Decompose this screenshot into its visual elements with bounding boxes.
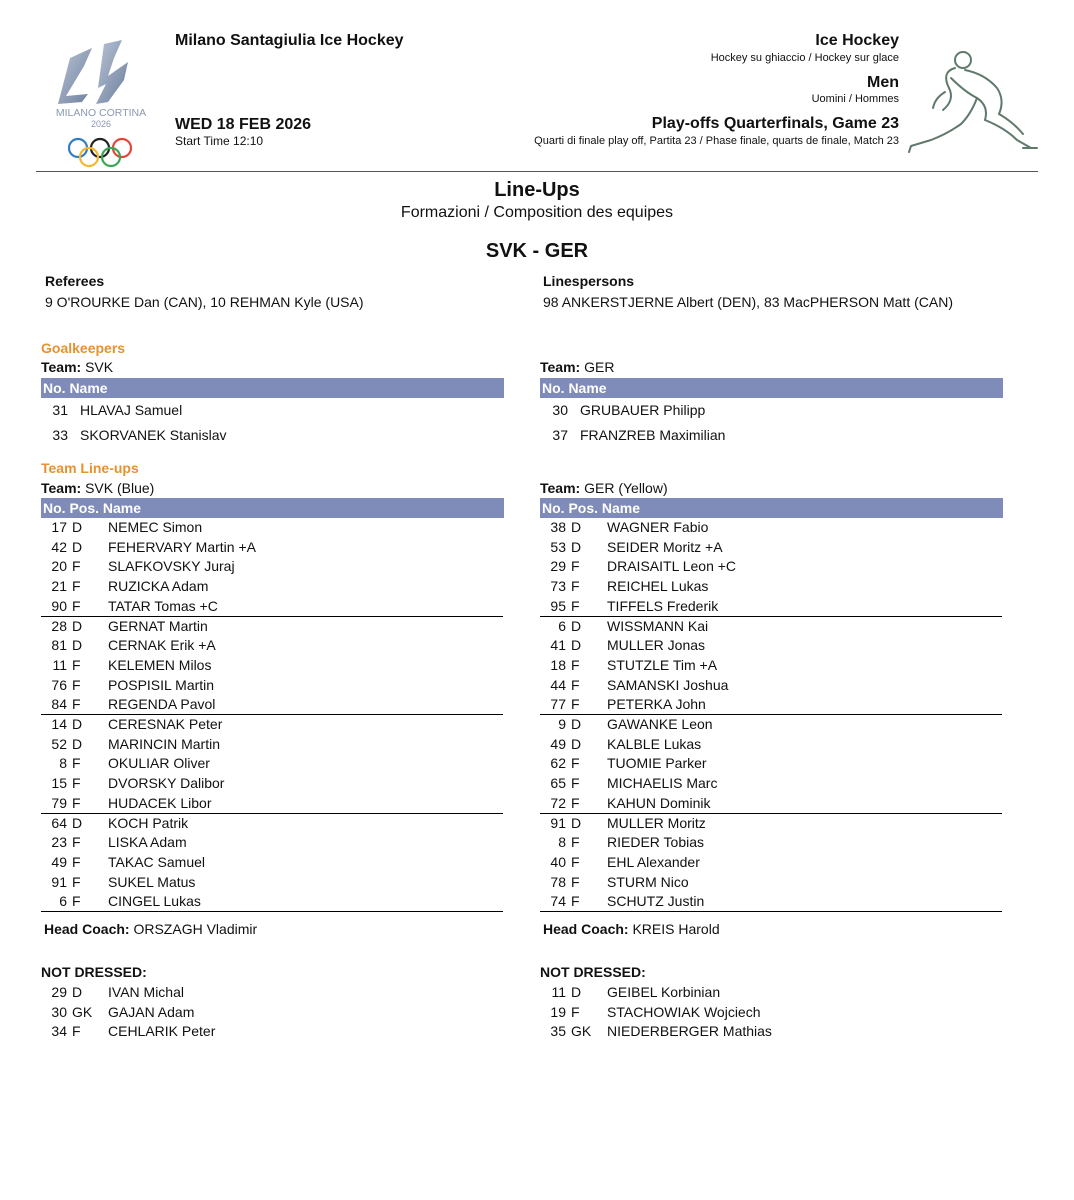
player-position: D bbox=[72, 814, 83, 831]
sport-title: Ice Hockey bbox=[815, 32, 899, 49]
player-position: F bbox=[571, 558, 580, 575]
lineup-team-left bbox=[41, 480, 154, 496]
team-name: GER bbox=[584, 359, 615, 375]
player-position: F bbox=[72, 676, 81, 693]
player-name: SAMANSKI Joshua bbox=[607, 676, 729, 693]
referees-label: Referees bbox=[45, 273, 105, 289]
player-name: PETERKA John bbox=[607, 696, 706, 713]
player-name: WAGNER Fabio bbox=[607, 519, 709, 535]
linespersons-list: 98 ANKERSTJERNE Albert (DEN), 83 MacPHERSON Matt (CAN) bbox=[543, 294, 953, 310]
head-coach-label: Head Coach: bbox=[543, 921, 629, 937]
player-position: F bbox=[72, 597, 81, 614]
player-name: TUOMIE Parker bbox=[607, 755, 707, 772]
player-position: D bbox=[72, 637, 83, 654]
lineup-row bbox=[540, 715, 1003, 735]
lineup-row bbox=[540, 853, 1003, 873]
player-name: STACHOWIAK Wojciech bbox=[607, 1003, 761, 1020]
player-position: F bbox=[72, 755, 81, 772]
head-coach-label: Head Coach: bbox=[44, 921, 130, 937]
lineup-row bbox=[540, 577, 1003, 597]
player-name: KAHUN Dominik bbox=[607, 794, 711, 811]
lineup-row bbox=[41, 873, 504, 893]
lineup-row bbox=[41, 754, 504, 774]
team-label: Team: bbox=[41, 359, 82, 375]
player-position: F bbox=[72, 794, 81, 811]
lineup-row bbox=[41, 676, 504, 696]
team-label: Team: bbox=[540, 480, 581, 496]
lineup-row bbox=[540, 754, 1003, 774]
player-name: MULLER Jonas bbox=[607, 637, 706, 654]
venue-name: Milano Santagiulia Ice Hockey bbox=[175, 32, 404, 49]
player-number: 64 bbox=[51, 814, 67, 831]
player-number: 53 bbox=[550, 538, 566, 555]
match-date: WED 18 FEB 2026 bbox=[175, 116, 312, 133]
player-position: F bbox=[72, 656, 81, 673]
player-name: DRAISAITL Leon +C bbox=[607, 558, 737, 575]
lineup-row bbox=[540, 735, 1003, 755]
player-position: F bbox=[571, 696, 580, 713]
player-name: FRANZREB Maximilian bbox=[580, 427, 726, 443]
player-name: RUZICKA Adam bbox=[108, 578, 209, 595]
player-number: 41 bbox=[550, 637, 566, 654]
milano-cortina-logo bbox=[36, 36, 166, 171]
lineup-row bbox=[41, 735, 504, 755]
player-number: 15 bbox=[51, 775, 67, 792]
lineup-row bbox=[540, 557, 1003, 577]
head-coach-left bbox=[44, 921, 257, 937]
player-position: F bbox=[571, 755, 580, 772]
player-number: 78 bbox=[550, 873, 566, 890]
head-coach-name: KREIS Harold bbox=[632, 921, 720, 937]
line-divider bbox=[540, 911, 1002, 912]
player-number: 44 bbox=[550, 676, 566, 693]
player-position: GK bbox=[72, 1003, 93, 1020]
logo-wordmark: MILANO CORTINA bbox=[55, 107, 147, 119]
player-position: F bbox=[72, 578, 81, 595]
referees-list: 9 O'ROURKE Dan (CAN), 10 REHMAN Kyle (USA) bbox=[45, 294, 364, 310]
header-divider bbox=[36, 171, 1038, 172]
player-name: FEHERVARY Martin +A bbox=[108, 538, 256, 555]
player-number: 62 bbox=[550, 755, 566, 772]
lineup-row bbox=[540, 518, 1003, 538]
player-number: 35 bbox=[550, 1023, 566, 1040]
player-name: KELEMEN Milos bbox=[108, 656, 212, 673]
player-name: GAJAN Adam bbox=[108, 1003, 195, 1020]
player-number: 74 bbox=[550, 893, 566, 910]
player-number: 90 bbox=[51, 597, 67, 614]
player-name: GRUBAUER Philipp bbox=[580, 402, 706, 418]
player-name: IVAN Michal bbox=[108, 984, 184, 1000]
player-number: 40 bbox=[550, 853, 566, 870]
team-name: SVK (Blue) bbox=[85, 480, 155, 496]
player-number: 33 bbox=[52, 427, 68, 443]
player-position: F bbox=[571, 1003, 580, 1020]
line-divider bbox=[41, 911, 503, 912]
player-name: HUDACEK Libor bbox=[108, 794, 212, 811]
player-number: 14 bbox=[51, 716, 67, 732]
lineup-row bbox=[41, 814, 504, 834]
lineup-table-header-left: No. Pos. Name bbox=[41, 498, 504, 518]
lineup-team-right bbox=[540, 480, 668, 496]
player-position: F bbox=[72, 893, 81, 910]
player-position: F bbox=[571, 794, 580, 811]
logo-year: 2026 bbox=[90, 119, 112, 129]
player-name: NIEDERBERGER Mathias bbox=[607, 1023, 772, 1040]
player-position: D bbox=[571, 637, 582, 654]
goalkeepers-section-label: Goalkeepers bbox=[41, 340, 126, 356]
player-position: F bbox=[571, 775, 580, 792]
player-number: 72 bbox=[550, 794, 566, 811]
sport-subtitle: Hockey su ghiaccio / Hockey sur glace bbox=[710, 52, 899, 64]
not-dressed-row bbox=[41, 983, 504, 1003]
not-dressed-row bbox=[41, 1003, 504, 1023]
player-number: 18 bbox=[550, 656, 566, 673]
player-number: 84 bbox=[51, 696, 67, 713]
lineup-row bbox=[540, 794, 1003, 814]
player-name: SUKEL Matus bbox=[108, 873, 196, 890]
player-name: OKULIAR Oliver bbox=[108, 755, 210, 772]
player-name: SEIDER Moritz +A bbox=[607, 538, 723, 555]
player-number: 19 bbox=[550, 1003, 566, 1020]
olympic-rings bbox=[69, 139, 131, 166]
player-position: F bbox=[571, 853, 580, 870]
player-name: TAKAC Samuel bbox=[108, 853, 205, 870]
player-position: D bbox=[72, 735, 83, 752]
linespersons-label: Linespersons bbox=[543, 273, 635, 289]
player-name: KOCH Patrik bbox=[108, 814, 189, 831]
player-name: GERNAT Martin bbox=[108, 617, 208, 634]
player-number: 52 bbox=[51, 735, 67, 752]
lineup-row bbox=[540, 656, 1003, 676]
team-label: Team: bbox=[41, 480, 82, 496]
player-name: RIEDER Tobias bbox=[607, 834, 705, 851]
player-name: CINGEL Lukas bbox=[108, 893, 201, 910]
player-name: NEMEC Simon bbox=[108, 519, 203, 535]
player-name: STURM Nico bbox=[607, 873, 689, 890]
lineup-row bbox=[41, 636, 504, 656]
player-position: D bbox=[571, 617, 582, 634]
player-name: SLAFKOVSKY Juraj bbox=[108, 558, 235, 575]
player-position: F bbox=[571, 676, 580, 693]
player-position: D bbox=[72, 984, 83, 1000]
player-number: 30 bbox=[51, 1003, 67, 1020]
player-number: 28 bbox=[51, 617, 67, 634]
player-number: 8 bbox=[59, 755, 67, 772]
player-position: D bbox=[72, 519, 83, 535]
start-time: Start Time 12:10 bbox=[175, 134, 264, 148]
player-number: 6 bbox=[558, 617, 566, 634]
player-number: 65 bbox=[550, 775, 566, 792]
player-name: GEIBEL Korbinian bbox=[607, 984, 721, 1000]
player-position: F bbox=[72, 775, 81, 792]
player-number: 42 bbox=[51, 538, 67, 555]
player-position: F bbox=[571, 873, 580, 890]
lineup-row bbox=[41, 656, 504, 676]
player-name: STUTZLE Tim +A bbox=[607, 656, 718, 673]
player-number: 29 bbox=[51, 984, 67, 1000]
player-number: 29 bbox=[550, 558, 566, 575]
player-number: 31 bbox=[52, 402, 68, 418]
lineup-row bbox=[540, 676, 1003, 696]
player-number: 8 bbox=[558, 834, 566, 851]
lineup-row bbox=[41, 833, 504, 853]
phase-title: Play-offs Quarterfinals, Game 23 bbox=[651, 115, 899, 132]
player-number: 49 bbox=[550, 735, 566, 752]
player-position: F bbox=[571, 656, 580, 673]
player-position: F bbox=[72, 696, 81, 713]
player-position: F bbox=[72, 558, 81, 575]
not-dressed-label-left: NOT DRESSED: bbox=[41, 964, 147, 980]
player-name: MULLER Moritz bbox=[607, 814, 706, 831]
player-position: F bbox=[571, 893, 580, 910]
lineup-row bbox=[540, 814, 1003, 834]
player-position: GK bbox=[571, 1023, 592, 1040]
player-name: SCHUTZ Justin bbox=[607, 893, 705, 910]
lineup-row bbox=[41, 557, 504, 577]
player-name: CERESNAK Peter bbox=[108, 716, 223, 732]
player-position: D bbox=[72, 716, 83, 732]
player-position: D bbox=[72, 538, 83, 555]
player-position: D bbox=[571, 984, 582, 1000]
not-dressed-label-right: NOT DRESSED: bbox=[540, 964, 646, 980]
gk-table-header-right: No. Name bbox=[540, 378, 1003, 398]
page-subtitle: Formazioni / Composition des equipes bbox=[400, 204, 674, 221]
player-name: CEHLARIK Peter bbox=[108, 1023, 216, 1040]
player-position: D bbox=[571, 735, 582, 752]
not-dressed-row bbox=[540, 983, 1003, 1003]
player-number: 11 bbox=[551, 984, 566, 1000]
player-position: F bbox=[72, 873, 81, 890]
lineup-row bbox=[540, 538, 1003, 558]
player-name: MICHAELIS Marc bbox=[607, 775, 718, 792]
player-name: TIFFELS Frederik bbox=[607, 597, 719, 614]
player-name: EHL Alexander bbox=[607, 853, 700, 870]
goalkeeper-row bbox=[546, 400, 986, 420]
player-name: LISKA Adam bbox=[108, 834, 187, 851]
player-number: 6 bbox=[59, 893, 67, 910]
player-position: F bbox=[571, 597, 580, 614]
player-name: REGENDA Pavol bbox=[108, 696, 216, 713]
lineup-row bbox=[41, 794, 504, 814]
player-name: MARINCIN Martin bbox=[108, 735, 221, 752]
player-name: KALBLE Lukas bbox=[607, 735, 702, 752]
lineup-row bbox=[41, 715, 504, 735]
gk-team-left bbox=[41, 359, 113, 375]
player-position: D bbox=[571, 538, 582, 555]
player-position: D bbox=[571, 716, 582, 732]
lineup-row bbox=[540, 833, 1003, 853]
lineup-row bbox=[540, 597, 1003, 617]
gender-title: Men bbox=[867, 74, 899, 91]
page-title: Line-Ups bbox=[494, 179, 580, 201]
player-number: 95 bbox=[550, 597, 566, 614]
goalkeeper-row bbox=[546, 425, 986, 445]
goalkeeper-row bbox=[46, 400, 486, 420]
player-number: 34 bbox=[51, 1023, 67, 1040]
player-name: HLAVAJ Samuel bbox=[80, 402, 183, 418]
gender-subtitle: Uomini / Hommes bbox=[811, 93, 899, 105]
player-number: 23 bbox=[51, 834, 67, 851]
player-position: D bbox=[72, 617, 83, 634]
player-position: F bbox=[72, 1023, 81, 1040]
goalkeeper-row bbox=[46, 425, 486, 445]
lineup-row bbox=[540, 617, 1003, 637]
phase-subtitle: Quarti di finale play off, Partita 23 / Phase finale, quarts de finale, Match 23 bbox=[534, 135, 899, 147]
player-number: 17 bbox=[51, 519, 67, 535]
player-name: SKORVANEK Stanislav bbox=[80, 427, 227, 443]
player-number: 73 bbox=[550, 578, 566, 595]
player-number: 38 bbox=[550, 519, 566, 535]
player-number: 37 bbox=[552, 427, 568, 443]
player-name: GAWANKE Leon bbox=[607, 716, 713, 732]
player-name: CERNAK Erik +A bbox=[108, 637, 216, 654]
team-label: Team: bbox=[540, 359, 581, 375]
player-position: F bbox=[571, 834, 580, 851]
lineups-section-label: Team Line-ups bbox=[41, 460, 139, 476]
head-coach-right bbox=[543, 921, 720, 937]
player-number: 9 bbox=[558, 716, 566, 732]
lineup-row bbox=[41, 518, 504, 538]
lineup-row bbox=[41, 577, 504, 597]
player-name: TATAR Tomas +C bbox=[108, 597, 218, 614]
lineup-row bbox=[540, 873, 1003, 893]
lineup-row bbox=[41, 695, 504, 715]
player-number: 79 bbox=[51, 794, 67, 811]
not-dressed-row bbox=[540, 1003, 1003, 1023]
lineup-row bbox=[41, 774, 504, 794]
matchup-title: SVK - GER bbox=[485, 240, 589, 262]
lineup-row bbox=[41, 597, 504, 617]
player-number: 91 bbox=[550, 814, 566, 831]
gk-team-right bbox=[540, 359, 614, 375]
player-number: 30 bbox=[552, 402, 568, 418]
lineup-table-header-right: No. Pos. Name bbox=[540, 498, 1003, 518]
player-name: POSPISIL Martin bbox=[108, 676, 215, 693]
player-number: 21 bbox=[51, 578, 67, 595]
player-position: F bbox=[72, 834, 81, 851]
lineup-row bbox=[540, 774, 1003, 794]
player-name: REICHEL Lukas bbox=[607, 578, 709, 595]
player-number: 77 bbox=[550, 696, 566, 713]
player-number: 49 bbox=[51, 853, 67, 870]
lineup-row bbox=[41, 617, 504, 637]
lineup-row bbox=[540, 695, 1003, 715]
ice-hockey-pictogram-icon bbox=[905, 48, 1039, 158]
player-number: 91 bbox=[51, 873, 67, 890]
not-dressed-row bbox=[540, 1022, 1003, 1042]
player-number: 76 bbox=[51, 676, 67, 693]
player-number: 11 bbox=[52, 656, 67, 673]
lineup-row bbox=[41, 892, 504, 912]
lineup-row bbox=[540, 636, 1003, 656]
player-number: 81 bbox=[51, 637, 67, 654]
lineup-row bbox=[41, 853, 504, 873]
player-position: F bbox=[571, 578, 580, 595]
not-dressed-row bbox=[41, 1022, 504, 1042]
player-position: F bbox=[72, 853, 81, 870]
player-name: WISSMANN Kai bbox=[607, 617, 709, 634]
player-number: 20 bbox=[51, 558, 67, 575]
player-position: D bbox=[571, 814, 582, 831]
player-name: DVORSKY Dalibor bbox=[108, 775, 225, 792]
lineup-row bbox=[540, 892, 1003, 912]
team-name: SVK bbox=[85, 359, 114, 375]
gk-table-header-left: No. Name bbox=[41, 378, 504, 398]
lineup-row bbox=[41, 538, 504, 558]
team-name: GER (Yellow) bbox=[584, 480, 668, 496]
player-position: D bbox=[571, 519, 582, 535]
head-coach-name: ORSZAGH Vladimir bbox=[133, 921, 258, 937]
